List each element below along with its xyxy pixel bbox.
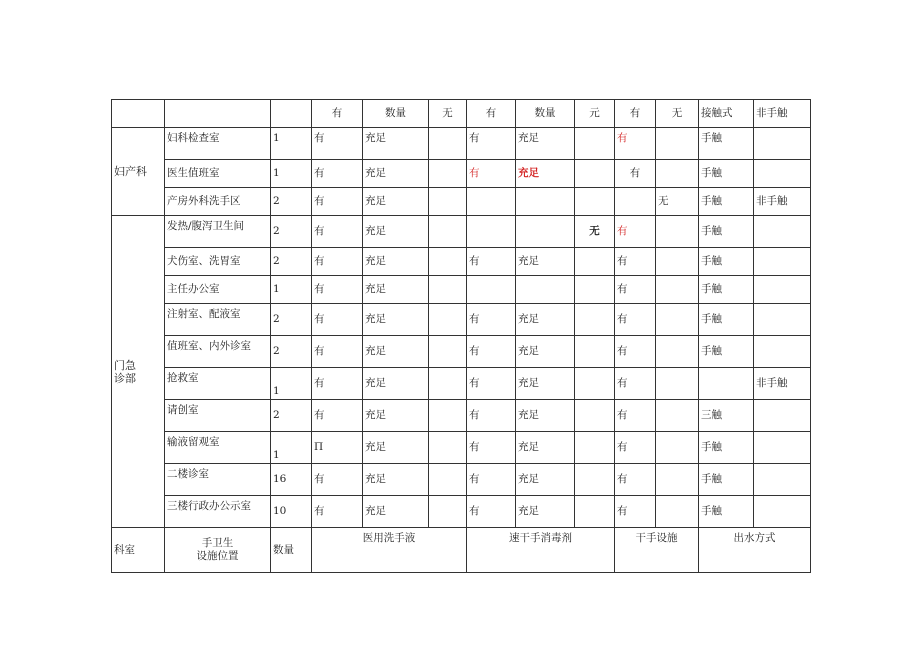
soap-no-cell [429, 160, 467, 188]
soap-yes-cell: 有 [312, 368, 363, 400]
footer-dept: 科室 [112, 528, 165, 573]
dryer-no-cell [656, 496, 699, 528]
quantity-cell: 16 [271, 464, 312, 496]
soap-yes-cell: 有 [312, 248, 363, 276]
non-contact-cell [754, 464, 811, 496]
soap-yes-cell: 有 [312, 216, 363, 248]
soap-qty-cell: 充足 [363, 400, 429, 432]
sanitizer-no-cell [575, 276, 615, 304]
quantity-cell: 2 [271, 188, 312, 216]
location-cell: 三楼行政办公示室 [165, 496, 271, 528]
header-blank-loc [165, 100, 271, 128]
location-cell: 抢救室 [165, 368, 271, 400]
contact-cell: 手触 [699, 432, 754, 464]
contact-cell: 手触 [699, 128, 754, 160]
contact-cell: 手触 [699, 188, 754, 216]
location-cell: 请创室 [165, 400, 271, 432]
footer-sanitizer: 速干手消毒剂 [467, 528, 615, 573]
group-fuchan: 妇产科 [112, 128, 165, 216]
quantity-cell: 1 [271, 368, 312, 400]
group-menzhen [112, 216, 165, 528]
dryer-no-cell [656, 336, 699, 368]
sanitizer-qty-cell: 充足 [516, 128, 575, 160]
dryer-no-cell [656, 304, 699, 336]
sanitizer-yes-cell: 有 [467, 400, 516, 432]
soap-no-cell [429, 368, 467, 400]
sanitizer-qty-cell: 充足 [516, 400, 575, 432]
sanitizer-no-cell [575, 128, 615, 160]
header-sanitizer-qty: 数量 [516, 100, 575, 128]
sanitizer-yes-cell: 有 [467, 160, 516, 188]
dryer-yes-cell: 有 [615, 216, 656, 248]
table-row [112, 464, 811, 496]
location-cell: 值班室、内外诊室 [165, 336, 271, 368]
soap-qty-cell: 充足 [363, 464, 429, 496]
contact-cell: 手触 [699, 336, 754, 368]
sanitizer-qty-cell: 充足 [516, 432, 575, 464]
soap-no-cell [429, 216, 467, 248]
soap-no-cell [429, 464, 467, 496]
sanitizer-no-cell [575, 368, 615, 400]
location-cell: 主任办公室 [165, 276, 271, 304]
quantity-cell: 2 [271, 336, 312, 368]
soap-qty-cell: 充足 [363, 188, 429, 216]
location-cell: 二楼诊室 [165, 464, 271, 496]
soap-no-cell [429, 400, 467, 432]
non-contact-cell [754, 336, 811, 368]
contact-cell: 手触 [699, 276, 754, 304]
sanitizer-no-cell [575, 304, 615, 336]
sanitizer-no-cell: 无 [575, 216, 615, 248]
soap-no-cell [429, 276, 467, 304]
soap-qty-cell: 充足 [363, 160, 429, 188]
header-blank-qty [271, 100, 312, 128]
table-row [112, 128, 811, 160]
non-contact-cell: 非手触 [754, 188, 811, 216]
footer-location-line2: 设施位置 [196, 550, 239, 562]
sanitizer-no-cell [575, 188, 615, 216]
non-contact-cell: 非手触 [754, 368, 811, 400]
soap-qty-cell: 充足 [363, 432, 429, 464]
sanitizer-qty-cell: 充足 [516, 496, 575, 528]
footer-water: 出水方式 [699, 528, 811, 573]
table-row [112, 432, 811, 464]
contact-cell: 三触 [699, 400, 754, 432]
non-contact-cell [754, 128, 811, 160]
dryer-no-cell [656, 128, 699, 160]
table-row [112, 160, 811, 188]
header-soap-qty: 数量 [363, 100, 429, 128]
quantity-cell: 1 [271, 160, 312, 188]
sanitizer-no-cell [575, 160, 615, 188]
soap-yes-cell: Π [312, 432, 363, 464]
table-row [112, 248, 811, 276]
soap-no-cell [429, 432, 467, 464]
soap-yes-cell: 有 [312, 400, 363, 432]
location-cell: 犬伤室、洗胃室 [165, 248, 271, 276]
header-soap-no: 无 [429, 100, 467, 128]
header-row [112, 100, 811, 128]
dryer-yes-cell: 有 [615, 276, 656, 304]
footer-quantity: 数量 [271, 528, 312, 573]
dryer-yes-cell: 有 [615, 432, 656, 464]
header-dryer-no: 无 [656, 100, 699, 128]
sanitizer-qty-cell [516, 188, 575, 216]
sanitizer-yes-cell: 有 [467, 304, 516, 336]
dryer-no-cell [656, 160, 699, 188]
table-row [112, 188, 811, 216]
footer-location-line1: 手卫生 [201, 537, 234, 549]
non-contact-cell [754, 276, 811, 304]
hand-hygiene-table [111, 99, 811, 573]
soap-yes-cell: 有 [312, 128, 363, 160]
footer-dryer: 干手设施 [615, 528, 699, 573]
dryer-no-cell [656, 248, 699, 276]
group-menzhen-line2: 诊部 [114, 371, 136, 385]
sanitizer-qty-cell [516, 216, 575, 248]
dryer-no-cell [656, 368, 699, 400]
contact-cell: 手触 [699, 248, 754, 276]
quantity-cell: 2 [271, 248, 312, 276]
soap-yes-cell: 有 [312, 496, 363, 528]
quantity-cell: 1 [271, 276, 312, 304]
sanitizer-qty-cell: 充足 [516, 248, 575, 276]
contact-cell: 手触 [699, 160, 754, 188]
contact-cell: 手触 [699, 496, 754, 528]
table-row [112, 336, 811, 368]
table-row [112, 304, 811, 336]
dryer-yes-cell [615, 188, 656, 216]
footer-row [112, 528, 811, 573]
location-cell: 医生值班室 [165, 160, 271, 188]
header-sanitizer-no: 元 [575, 100, 615, 128]
table-row [112, 368, 811, 400]
soap-yes-cell: 有 [312, 304, 363, 336]
sanitizer-no-cell [575, 400, 615, 432]
soap-qty-cell: 充足 [363, 276, 429, 304]
table-row [112, 400, 811, 432]
sanitizer-qty-cell [516, 276, 575, 304]
header-blank-dept [112, 100, 165, 128]
quantity-cell: 2 [271, 400, 312, 432]
table-row [112, 496, 811, 528]
dryer-yes-cell: 有 [615, 464, 656, 496]
group-menzhen-line1: 门急 [114, 358, 136, 372]
sanitizer-qty-cell: 充足 [516, 160, 575, 188]
dryer-yes-cell: 有 [615, 336, 656, 368]
contact-cell: 手触 [699, 464, 754, 496]
soap-yes-cell: 有 [312, 336, 363, 368]
sanitizer-no-cell [575, 336, 615, 368]
soap-no-cell [429, 304, 467, 336]
sanitizer-yes-cell [467, 276, 516, 304]
sanitizer-yes-cell: 有 [467, 464, 516, 496]
sanitizer-yes-cell [467, 188, 516, 216]
dryer-no-cell [656, 400, 699, 432]
sanitizer-yes-cell [467, 216, 516, 248]
sanitizer-qty-cell: 充足 [516, 304, 575, 336]
table-row [112, 276, 811, 304]
sanitizer-yes-cell: 有 [467, 496, 516, 528]
sanitizer-no-cell [575, 464, 615, 496]
non-contact-cell [754, 160, 811, 188]
contact-cell: 手触 [699, 304, 754, 336]
quantity-cell: 2 [271, 304, 312, 336]
dryer-no-cell: 无 [656, 188, 699, 216]
sanitizer-yes-cell: 有 [467, 336, 516, 368]
soap-qty-cell: 充足 [363, 368, 429, 400]
quantity-cell: 1 [271, 432, 312, 464]
non-contact-cell [754, 216, 811, 248]
header-dryer-yes: 有 [615, 100, 656, 128]
location-cell: 妇科检查室 [165, 128, 271, 160]
quantity-cell: 2 [271, 216, 312, 248]
sanitizer-qty-cell: 充足 [516, 336, 575, 368]
soap-qty-cell: 充足 [363, 304, 429, 336]
soap-no-cell [429, 248, 467, 276]
soap-no-cell [429, 496, 467, 528]
sanitizer-yes-cell: 有 [467, 128, 516, 160]
non-contact-cell [754, 248, 811, 276]
sanitizer-qty-cell: 充足 [516, 464, 575, 496]
header-contact: 接触式 [699, 100, 754, 128]
dryer-no-cell [656, 276, 699, 304]
header-soap-yes: 有 [312, 100, 363, 128]
soap-qty-cell: 充足 [363, 248, 429, 276]
dryer-no-cell [656, 432, 699, 464]
dryer-yes-cell: 有 [615, 304, 656, 336]
footer-soap: 医用洗手液 [312, 528, 467, 573]
header-non-contact: 非手触 [754, 100, 811, 128]
header-sanitizer-yes: 有 [467, 100, 516, 128]
sanitizer-yes-cell: 有 [467, 432, 516, 464]
soap-qty-cell: 充足 [363, 496, 429, 528]
quantity-cell: 1 [271, 128, 312, 160]
sanitizer-yes-cell: 有 [467, 368, 516, 400]
dryer-yes-cell: 有 [615, 400, 656, 432]
sanitizer-no-cell [575, 432, 615, 464]
dryer-yes-cell: 有 [615, 248, 656, 276]
quantity-cell: 10 [271, 496, 312, 528]
location-cell: 输液留观室 [165, 432, 271, 464]
soap-no-cell [429, 336, 467, 368]
sanitizer-yes-cell: 有 [467, 248, 516, 276]
location-cell: 产房外科洗手区 [165, 188, 271, 216]
footer-location [165, 528, 271, 573]
soap-yes-cell: 有 [312, 188, 363, 216]
non-contact-cell [754, 304, 811, 336]
non-contact-cell [754, 400, 811, 432]
dryer-yes-cell: 有 [615, 496, 656, 528]
dryer-yes-cell: 有 [615, 368, 656, 400]
soap-qty-cell: 充足 [363, 216, 429, 248]
soap-no-cell [429, 188, 467, 216]
dryer-yes-cell: 有 [615, 160, 656, 188]
contact-cell: 手触 [699, 216, 754, 248]
contact-cell [699, 368, 754, 400]
dryer-no-cell [656, 216, 699, 248]
sanitizer-no-cell [575, 248, 615, 276]
soap-yes-cell: 有 [312, 160, 363, 188]
soap-qty-cell: 充足 [363, 336, 429, 368]
sanitizer-no-cell [575, 496, 615, 528]
dryer-yes-cell: 有 [615, 128, 656, 160]
location-cell: 注射室、配液室 [165, 304, 271, 336]
non-contact-cell [754, 496, 811, 528]
soap-no-cell [429, 128, 467, 160]
soap-yes-cell: 有 [312, 276, 363, 304]
sanitizer-qty-cell: 充足 [516, 368, 575, 400]
non-contact-cell [754, 432, 811, 464]
location-cell: 发热/腹泻卫生间 [165, 216, 271, 248]
table-row [112, 216, 811, 248]
soap-yes-cell: 有 [312, 464, 363, 496]
soap-qty-cell: 充足 [363, 128, 429, 160]
dryer-no-cell [656, 464, 699, 496]
